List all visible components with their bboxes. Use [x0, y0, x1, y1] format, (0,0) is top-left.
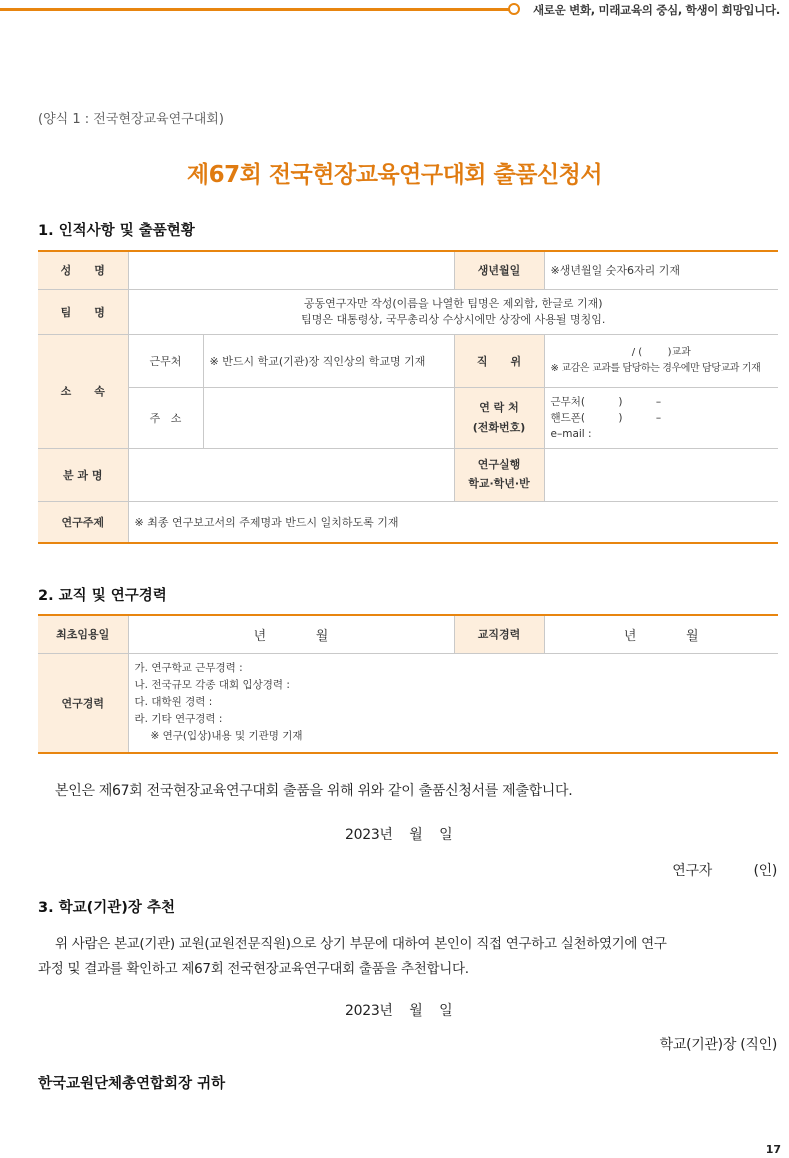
position-note: ※ 교감은 교과를 담당하는 경우에만 담당교과 기재: [550, 362, 761, 374]
team-note-2: 팀명은 대통령상, 국무총리상 수상시에만 상장에 사용될 명칭임.: [301, 312, 606, 326]
section3-heading: 3. 학교(기관)장 추천: [38, 900, 175, 916]
declaration-text: 본인은 제67회 전국현장교육연구대회 출품을 위해 위와 같이 출품신청서를 제출합니다.: [55, 783, 573, 799]
section2-heading: 2. 교직 및 연구경력: [38, 588, 167, 604]
topic-field[interactable]: [128, 501, 778, 543]
submission-date: 2023년 월 일: [345, 827, 453, 843]
birth-note: ※생년월일 숫자6자리 기재: [550, 264, 680, 278]
practice-field[interactable]: [544, 448, 778, 501]
team-field[interactable]: [128, 289, 778, 334]
team-note-1: 공동연구자만 작성(이름을 나열한 팀명은 제외함, 한글로 기재): [303, 296, 603, 310]
work-label: 근무처: [128, 334, 203, 387]
research-item-2: 나. 전국규모 각종 대회 입상경력 :: [134, 679, 290, 692]
header-circle-icon: [508, 3, 520, 15]
recommendation-date: 2023년 월 일: [345, 1003, 453, 1019]
first-appointment-field[interactable]: 년 월: [128, 615, 454, 653]
position-field[interactable]: [544, 334, 778, 387]
personal-info-table: [38, 250, 778, 544]
contact-label-sub: (전화번호): [472, 420, 526, 434]
position-value: / ( )교과: [631, 346, 691, 358]
page-number: 17: [765, 1143, 781, 1156]
work-note: ※ 반드시 학교(기관)장 직인상의 학교명 기재: [209, 354, 426, 368]
address-label: 주 소: [128, 387, 203, 448]
header-rule: [0, 8, 512, 11]
section1-heading: 1. 인적사항 및 출품현황: [38, 223, 195, 239]
name-field[interactable]: [128, 251, 454, 289]
research-item-1: 가. 연구학교 근무경력 :: [134, 662, 243, 675]
form-type-label: (양식 1 : 전국현장교육연구대회): [38, 112, 224, 127]
practice-label-cell: [454, 448, 544, 501]
division-label: 분 과 명: [38, 448, 128, 501]
practice-label-sub: 학교·학년·반: [468, 477, 530, 490]
research-career-label: 연구경력: [38, 653, 128, 753]
recommendation-text-2: 과정 및 결과를 확인하고 제67회 전국현장교육연구대회 출품을 추천합니다.: [38, 961, 469, 977]
contact-work: 근무처( ) –: [550, 395, 662, 408]
topic-label: 연구주제: [38, 501, 128, 543]
contact-field[interactable]: [544, 387, 778, 448]
topic-note: ※ 최종 연구보고서의 주제명과 반드시 일치하도록 기재: [134, 515, 399, 529]
contact-label-cell: [454, 387, 544, 448]
practice-label: 연구실행: [477, 458, 521, 471]
header-tagline: 새로운 변화, 미래교육의 중심, 학생이 희망입니다.: [533, 3, 780, 17]
name-label: 성 명: [38, 251, 128, 289]
contact-label: 연 락 처: [479, 400, 519, 414]
work-field[interactable]: [203, 334, 454, 387]
affiliation-label: 소 속: [38, 334, 128, 448]
document-title: 제67회 전국현장교육연구대회 출품신청서: [186, 162, 603, 188]
addressee: 한국교원단체총연합회장 귀하: [38, 1076, 226, 1092]
career-label: 교직경력: [454, 615, 544, 653]
contact-email: e–mail :: [550, 427, 592, 440]
research-career-field[interactable]: [128, 653, 778, 753]
division-field[interactable]: [128, 448, 454, 501]
contact-mobile: 핸드폰( ) –: [550, 411, 662, 424]
career-field[interactable]: 년 월: [544, 615, 778, 653]
recommendation-text-1: 위 사람은 본교(기관) 교원(교원전문직원)으로 상기 부문에 대하여 본인이 직접 연구하고 실천하였기에 연구: [55, 936, 667, 952]
first-appointment-label: 최초임용일: [38, 615, 128, 653]
position-label: 직 위: [454, 334, 544, 387]
research-item-4: 라. 기타 연구경력 :: [134, 713, 223, 726]
researcher-signature: 연구자 (인): [672, 863, 777, 879]
birth-label: 생년월일: [454, 251, 544, 289]
research-item-3: 다. 대학원 경력 :: [134, 696, 213, 709]
research-item-note: ※ 연구(입상)내용 및 기관명 기재: [150, 730, 303, 743]
address-field[interactable]: [203, 387, 454, 448]
principal-signature: 학교(기관)장 (직인): [659, 1037, 777, 1053]
career-table: [38, 614, 778, 754]
team-label: 팀 명: [38, 289, 128, 334]
birth-field[interactable]: [544, 251, 778, 289]
